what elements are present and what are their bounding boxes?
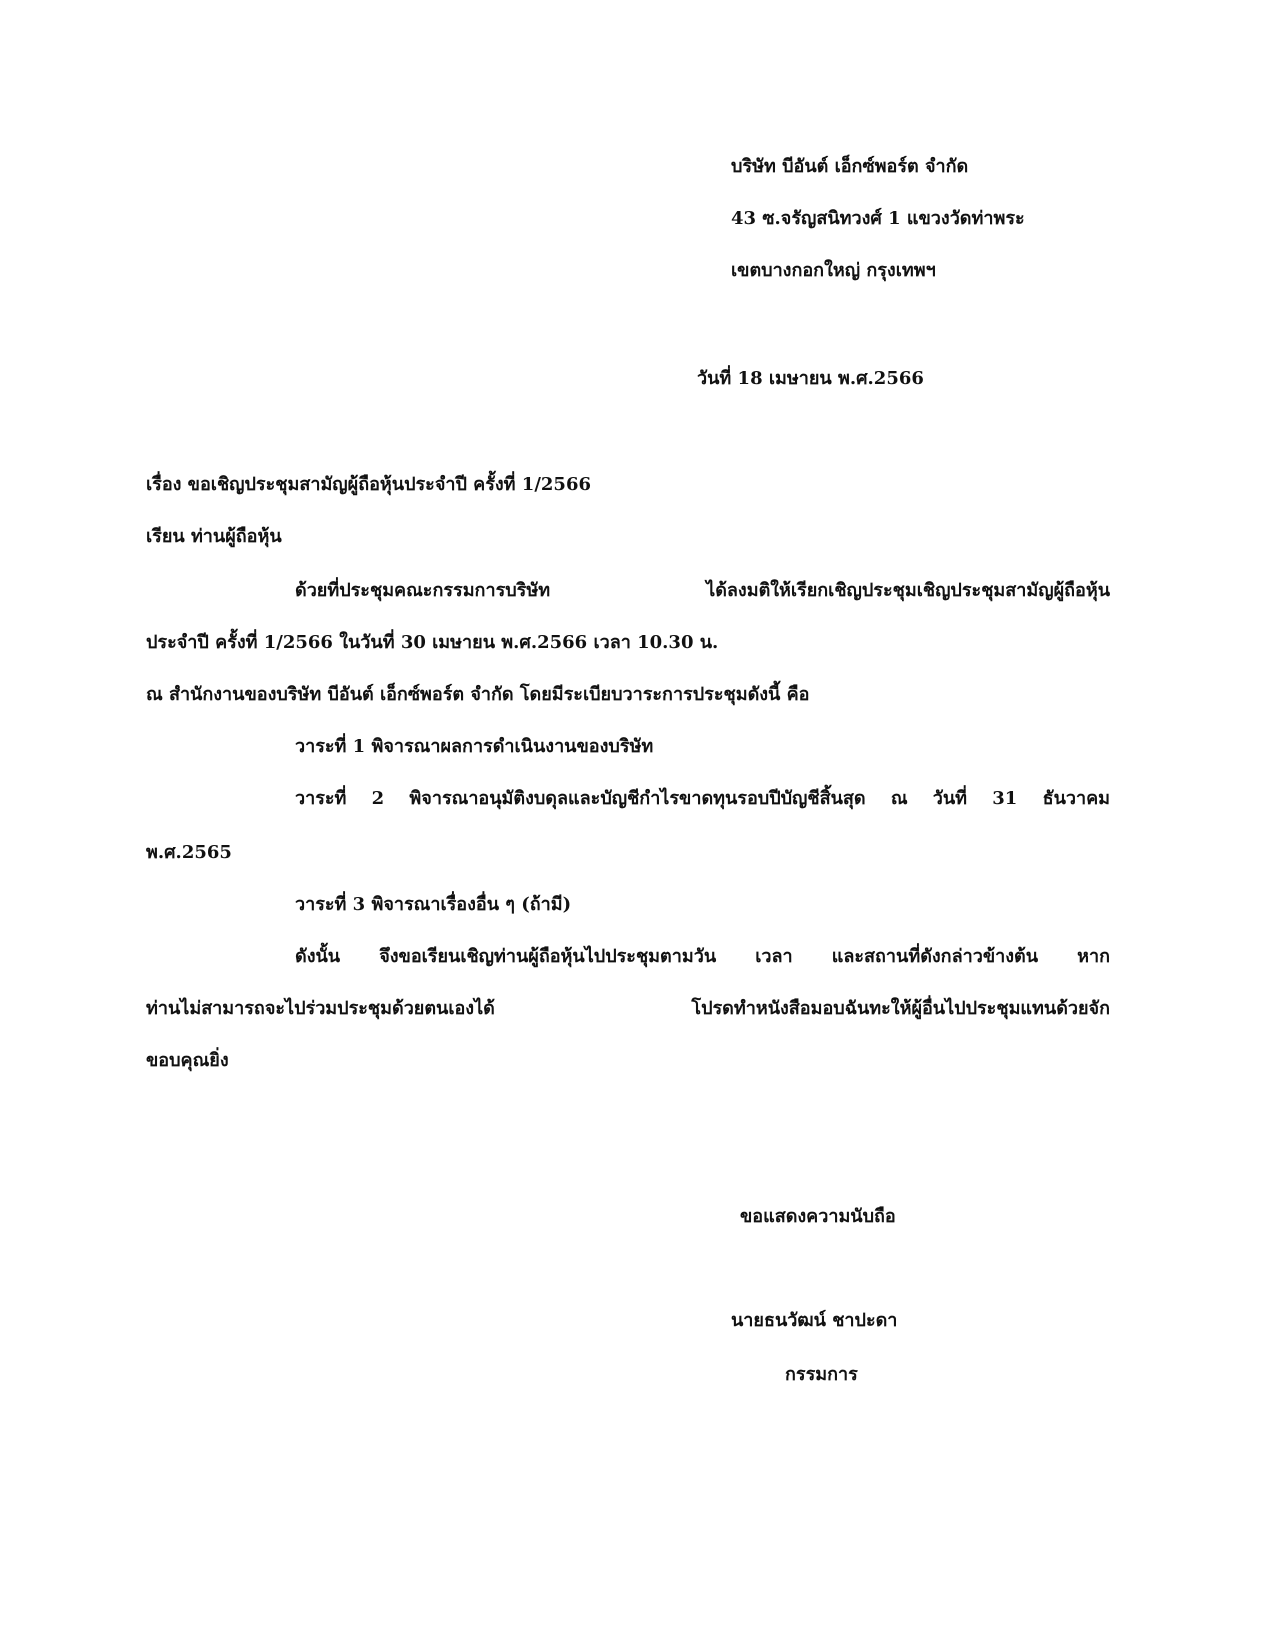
signature-title: กรรมการ (785, 1364, 858, 1385)
signature-name: นายธนวัฒน์ ชาปะดา (731, 1310, 898, 1331)
sender-address-line2: เขตบางกอกใหญ่ กรุงเทพฯ (731, 260, 936, 281)
agenda-item-1: วาระที่ 1 พิจารณาผลการดำเนินงานของบริษัท (295, 736, 654, 757)
letter-date: วันที่ 18 เมษายน พ.ศ.2566 (697, 368, 924, 389)
agenda-item-3: วาระที่ 3 พิจารณาเรื่องอื่น ๆ (ถ้ามี) (295, 894, 572, 915)
agenda-item-2-line1: วาระที่ 2 พิจารณาอนุมัติงบดุลและบัญชีกำไรขาดทุนรอบปีบัญชีสิ้นสุด ณ วันที่ 31 ธันวาคม (295, 788, 1110, 809)
body-intro-line1: ด้วยที่ประชุมคณะกรรมการบริษัท ได้ลงมติให้เรียกเชิญประชุมเชิญประชุมสามัญผู้ถือหุ้น (295, 580, 1110, 601)
letter-subject: เรื่อง ขอเชิญประชุมสามัญผู้ถือหุ้นประจำปี ครั้งที่ 1/2566 (146, 474, 592, 495)
body-intro-line3: ณ สำนักงานของบริษัท บีอันต์ เอ็กซ์พอร์ต จำกัด โดยมีระเบียบวาระการประชุมดังนี้ คือ (146, 684, 810, 705)
closing-line3: ขอบคุณยิ่ง (146, 1050, 229, 1071)
body-intro-line2: ประจำปี ครั้งที่ 1/2566 ในวันที่ 30 เมษายน พ.ศ.2566 เวลา 10.30 น. (146, 632, 719, 653)
signature-regards: ขอแสดงความนับถือ (740, 1206, 896, 1227)
sender-company: บริษัท บีอันต์ เอ็กซ์พอร์ต จำกัด (731, 156, 969, 177)
closing-line2: ท่านไม่สามารถจะไปร่วมประชุมด้วยตนเองได้ โปรดทำหนังสือมอบฉันทะให้ผู้อื่นไปประชุมแทนด้วยจัก (146, 998, 1110, 1019)
agenda-item-2-line2: พ.ศ.2565 (146, 842, 232, 863)
closing-line1: ดังนั้น จึงขอเรียนเชิญท่านผู้ถือหุ้นไปประชุมตามวัน เวลา และสถานที่ดังกล่าวข้างต้น หาก (295, 946, 1110, 967)
letter-recipient: เรียน ท่านผู้ถือหุ้น (146, 526, 282, 547)
sender-address-line1: 43 ซ.จรัญสนิทวงศ์ 1 แขวงวัดท่าพระ (731, 208, 1025, 229)
